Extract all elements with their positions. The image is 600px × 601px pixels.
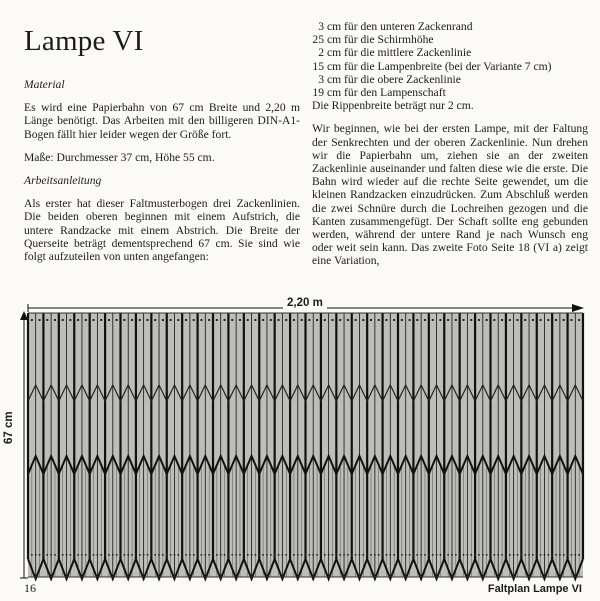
lace-hole [440,554,442,556]
measurement-item: 3 cm für die obere Zackenlinie [318,72,461,86]
lace-hole [123,319,125,321]
lace-hole [455,554,457,556]
lace-hole [401,554,403,556]
lace-hole [486,554,488,556]
lace-hole [39,319,41,321]
lace-hole [301,319,303,321]
lace-hole [216,319,218,321]
lace-hole [54,554,56,556]
lace-hole [50,554,52,556]
lace-hole [100,554,102,556]
lace-hole [378,554,380,556]
lace-hole [459,554,461,556]
lace-hole [27,554,29,556]
lace-hole [108,554,110,556]
lace-hole [409,554,411,556]
lace-hole [578,554,580,556]
lace-hole [181,554,183,556]
lace-hole [524,319,526,321]
lace-hole [366,554,368,556]
lace-hole [231,319,233,321]
diagram-caption: Faltplan Lampe VI [487,583,582,595]
lace-hole [524,554,526,556]
lace-hole [467,554,469,556]
lace-hole [162,319,164,321]
lace-hole [282,554,284,556]
lace-hole [154,554,156,556]
lace-hole [69,319,71,321]
lace-hole [274,554,276,556]
lace-hole [555,554,557,556]
lace-hole [443,554,445,556]
lace-hole [343,554,345,556]
lace-hole [158,554,160,556]
lace-hole [478,554,480,556]
lace-hole [316,554,318,556]
lace-hole [239,554,241,556]
lace-hole [35,554,37,556]
lace-hole [100,319,102,321]
lace-hole [278,319,280,321]
lace-hole [532,319,534,321]
lace-hole [305,554,307,556]
lace-hole [355,554,357,556]
lace-hole [189,554,191,556]
lace-hole [139,554,141,556]
lace-hole [131,554,133,556]
lace-hole [231,554,233,556]
lace-hole [170,319,172,321]
lace-hole [193,554,195,556]
lace-hole [424,554,426,556]
lace-hole [139,319,141,321]
lace-hole [162,554,164,556]
lace-hole [428,554,430,556]
lace-hole [385,319,387,321]
right-column [312,20,588,278]
lace-hole [567,554,569,556]
lace-hole [93,554,95,556]
lace-hole [43,554,45,556]
lace-hole [204,554,206,556]
lace-hole [224,319,226,321]
lace-hole [516,319,518,321]
lace-hole [93,319,95,321]
lace-hole [470,554,472,556]
lace-hole [77,319,79,321]
lace-hole [170,554,172,556]
lace-hole [266,554,268,556]
lace-hole [200,319,202,321]
lace-hole [517,554,519,556]
lace-hole [424,319,426,321]
lace-hole [339,554,341,556]
lace-hole [285,554,287,556]
lace-hole [497,554,499,556]
lace-hole [201,554,203,556]
lace-hole [416,554,418,556]
measurement-item: 19 cm für den Lampenschaft [312,86,446,100]
lace-hole [258,554,260,556]
lace-hole [455,319,457,321]
lace-hole [559,554,561,556]
measurement-item: 3 cm für den unteren Zackenrand [318,20,473,33]
lace-hole [58,554,60,556]
instructions-heading: Arbeitsanleitung [24,174,102,188]
lace-hole [197,554,199,556]
page-number: 16 [24,581,36,595]
width-arrow-icon [572,304,584,312]
lace-hole [77,554,79,556]
lace-hole [97,554,99,556]
lace-hole [247,319,249,321]
lace-hole [547,319,549,321]
material-paragraph: Es wird eine Papierbahn von 67 cm Breite und 2,20 m Länge benötigt. Das Arbeiten mit den billigeren DIN-A1-Bogen fällt hier leider wegen der Größe fort. [24,101,300,141]
lace-hole [31,554,33,556]
lace-hole [528,554,530,556]
lace-hole [397,554,399,556]
lace-hole [505,554,507,556]
lace-hole [108,319,110,321]
measurement-list [312,20,588,112]
lace-hole [336,554,338,556]
lace-hole [436,554,438,556]
lace-hole [536,554,538,556]
lace-hole [420,554,422,556]
height-label: 67 cm [3,407,15,448]
lace-hole [451,554,453,556]
lace-hole [474,554,476,556]
lace-hole [70,554,72,556]
lace-hole [359,554,361,556]
lace-hole [478,319,480,321]
lace-hole [551,554,553,556]
measurement-item: 25 cm für die Schirmhöhe [312,33,434,47]
lace-hole [154,319,156,321]
lace-hole [370,319,372,321]
lace-hole [147,554,149,556]
lace-hole [374,554,376,556]
material-heading: Material [24,78,65,91]
lace-hole [251,554,253,556]
lace-hole [309,554,311,556]
lace-hole [347,554,349,556]
lace-hole [378,319,380,321]
lace-hole [509,319,511,321]
lace-hole [247,554,249,556]
lace-hole [85,319,87,321]
lace-hole [135,554,137,556]
lace-hole [146,319,148,321]
lace-hole [185,319,187,321]
lace-hole [62,554,64,556]
continuation-paragraph: Wir beginnen, wie bei der ersten Lampe, mit der Faltung der Senkrechten und der oberen Zackenlinie. Nun drehen wir die Papierbahn um, ziehen sie an der zweiten Zackenlinie auseinander und falten diese wie die erste. Die Bahn wird wieder auf die rechte Seite gewendet, um die kleinen Randzacken einzudrücken. Zum Abschluß werden die zwei Schnüre durch die Lochreihen gezogen und die Kanten zusammengefügt. Der Schaft sollte eng gebunden werden, während der untere Rand je nach Wunsch eng oder weit sein kann. Das zweite Foto Seite 18 (VI a) zeigt eine Variation, [312,122,588,268]
lace-hole [301,554,303,556]
lace-hole [447,554,449,556]
lace-hole [104,554,106,556]
lace-hole [174,554,176,556]
lace-hole [316,319,318,321]
lace-hole [409,319,411,321]
lace-hole [127,554,129,556]
lace-hole [143,554,145,556]
lace-hole [509,554,511,556]
lace-hole [116,554,118,556]
lace-hole [81,554,83,556]
lace-hole [73,554,75,556]
lace-hole [297,554,299,556]
lace-hole [228,554,230,556]
lace-hole [386,554,388,556]
lace-hole [544,554,546,556]
lace-hole [486,319,488,321]
lace-hole [331,319,333,321]
lace-hole [490,554,492,556]
lace-hole [116,319,118,321]
lace-hole [166,554,168,556]
lace-hole [328,554,330,556]
lace-hole [501,319,503,321]
lace-hole [255,554,257,556]
lace-hole [120,554,122,556]
lace-hole [521,554,523,556]
instructions-paragraph: Als erster hat dieser Faltmusterbogen drei Zackenlinien. Die beiden oberen beginnen mit einem Aufstrich, die untere Randzacke mit einem Abstrich. Die Breite der Querseite beträgt dementsprechend 67 cm. Sie sind wie folgt aufzuteilen von unten angefangen: [24,197,300,264]
lace-hole [308,319,310,321]
lace-hole [463,319,465,321]
lace-hole [494,554,496,556]
lace-hole [89,554,91,556]
lace-hole [447,319,449,321]
lace-hole [574,554,576,556]
lace-hole [532,554,534,556]
lace-hole [262,554,264,556]
lace-hole [578,319,580,321]
lace-hole [432,319,434,321]
lace-hole [413,554,415,556]
lace-hole [285,319,287,321]
lace-hole [555,319,557,321]
lace-hole [482,554,484,556]
lace-hole [46,319,48,321]
lace-hole [401,319,403,321]
lace-hole [112,554,114,556]
lace-hole [355,319,357,321]
lace-hole [220,554,222,556]
lace-hole [46,554,48,556]
lace-hole [370,554,372,556]
lace-hole [382,554,384,556]
lace-hole [66,554,68,556]
left-column [24,78,300,273]
fold-plan-diagram [0,298,600,601]
rib-width-note: Die Rippenbreite beträgt nur 2 cm. [312,99,474,113]
lace-hole [235,554,237,556]
lace-hole [416,319,418,321]
lace-hole [470,319,472,321]
measurement-item: 15 cm für die Lampenbreite (bei der Variante 7 cm) [312,59,552,73]
lace-hole [293,319,295,321]
lace-hole [293,554,295,556]
lace-hole [224,554,226,556]
lace-hole [347,319,349,321]
lace-hole [540,554,542,556]
lace-hole [216,554,218,556]
lace-hole [254,319,256,321]
lace-hole [393,319,395,321]
lace-hole [351,554,353,556]
lace-hole [243,554,245,556]
lace-hole [540,319,542,321]
lace-hole [193,319,195,321]
lace-hole [493,319,495,321]
lace-hole [332,554,334,556]
lace-hole [270,554,272,556]
lace-hole [389,554,391,556]
lace-hole [548,554,550,556]
lace-hole [324,319,326,321]
lace-hole [439,319,441,321]
lace-hole [62,319,64,321]
width-label: 2,20 m [283,297,327,309]
lace-hole [363,554,365,556]
lace-hole [463,554,465,556]
lace-hole [312,554,314,556]
lace-hole [178,554,180,556]
lace-hole [270,319,272,321]
lace-hole [563,319,565,321]
lace-hole [39,554,41,556]
lace-hole [339,319,341,321]
lace-hole [124,554,126,556]
lace-hole [432,554,434,556]
height-arrow-icon [20,311,28,320]
lace-hole [212,554,214,556]
lace-hole [185,554,187,556]
lace-hole [208,554,210,556]
lace-hole [85,554,87,556]
lace-hole [324,554,326,556]
lace-hole [177,319,179,321]
lace-hole [570,319,572,321]
lace-hole [501,554,503,556]
lace-hole [208,319,210,321]
lace-hole [393,554,395,556]
lace-hole [31,319,33,321]
lace-hole [571,554,573,556]
lace-hole [563,554,565,556]
page-title: Lampe VI [24,25,144,57]
lace-hole [239,319,241,321]
lace-hole [513,554,515,556]
lace-hole [54,319,56,321]
lace-hole [262,319,264,321]
lace-hole [131,319,133,321]
lace-hole [151,554,153,556]
dimensions-paragraph: Maße: Durchmesser 37 cm, Höhe 55 cm. [24,150,215,164]
lace-hole [278,554,280,556]
lace-hole [362,319,364,321]
measurement-item: 2 cm für die mittlere Zackenlinie [318,46,472,60]
lace-hole [405,554,407,556]
lace-hole [289,554,291,556]
lace-hole [320,554,322,556]
